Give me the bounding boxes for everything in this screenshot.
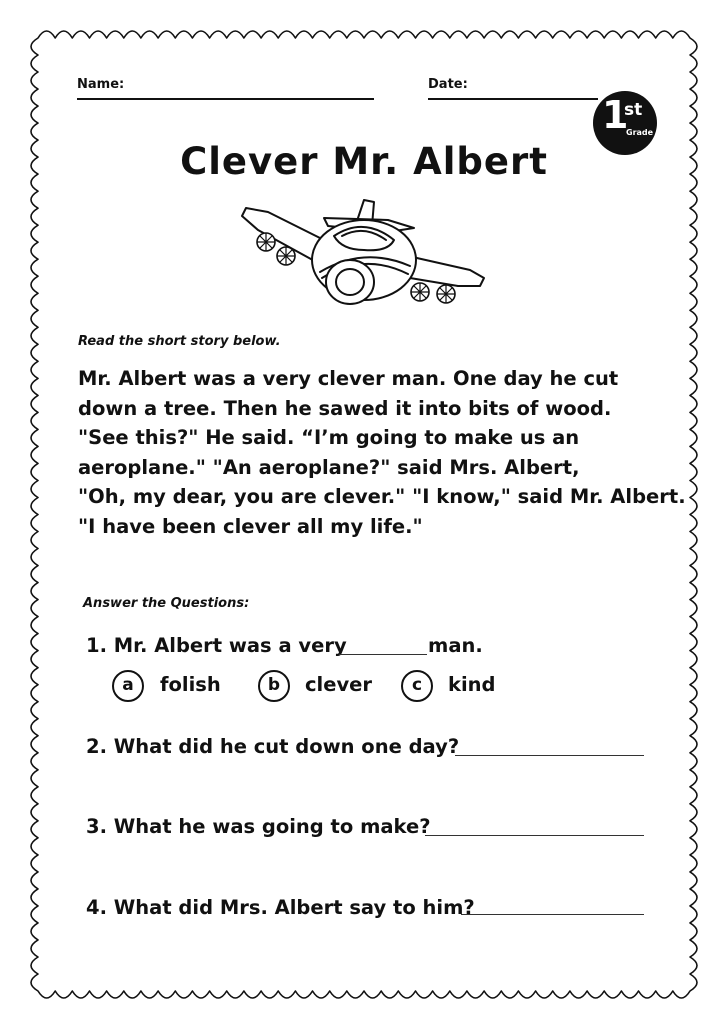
story-line: "See this?" He said. “I’m going to make us an — [78, 426, 580, 449]
option-c-label: kind — [448, 673, 496, 696]
date-label: Date: — [428, 77, 468, 92]
story-instruction: Read the short story below. — [78, 334, 281, 349]
option-a-label: folish — [160, 673, 221, 696]
name-field[interactable] — [77, 98, 374, 100]
date-field[interactable] — [428, 98, 598, 100]
option-c-circle[interactable]: c — [401, 670, 433, 702]
airplane-icon — [238, 194, 488, 310]
question-4-answer-line[interactable] — [461, 914, 644, 915]
grade-suffix: st — [624, 100, 643, 120]
option-b-circle[interactable]: b — [258, 670, 290, 702]
story-text — [78, 364, 686, 541]
option-a-circle[interactable]: a — [112, 670, 144, 702]
question-1-text-end: man. — [428, 634, 483, 657]
question-1-blank[interactable] — [339, 654, 427, 655]
question-3-answer-line[interactable] — [425, 835, 644, 836]
option-b-label: clever — [305, 673, 373, 696]
story-line: "I have been clever all my life." — [78, 514, 423, 538]
story-line: Mr. Albert was a very clever man. One day he cut — [78, 367, 619, 390]
question-4-text: 4. What did Mrs. Albert say to him? — [86, 896, 475, 919]
name-label: Name: — [77, 77, 125, 92]
worksheet-title: Clever Mr. Albert — [180, 140, 548, 183]
grade-number: 1 — [602, 93, 629, 137]
question-3-text: 3. What he was going to make? — [86, 815, 431, 838]
story-line: aeroplane." "An aeroplane?" said Mrs. Albert, — [78, 455, 580, 479]
question-2-answer-line[interactable] — [455, 755, 644, 756]
questions-instruction: Answer the Questions: — [83, 596, 250, 611]
story-line: down a tree. Then he sawed it into bits of wood. — [78, 396, 612, 420]
story-line: "Oh, my dear, you are clever." "I know," said Mr. Albert. — [78, 485, 686, 508]
question-2-text: 2. What did he cut down one day? — [86, 735, 460, 758]
question-1-text: 1. Mr. Albert was a very — [86, 634, 347, 657]
grade-label: Grade — [626, 128, 654, 137]
